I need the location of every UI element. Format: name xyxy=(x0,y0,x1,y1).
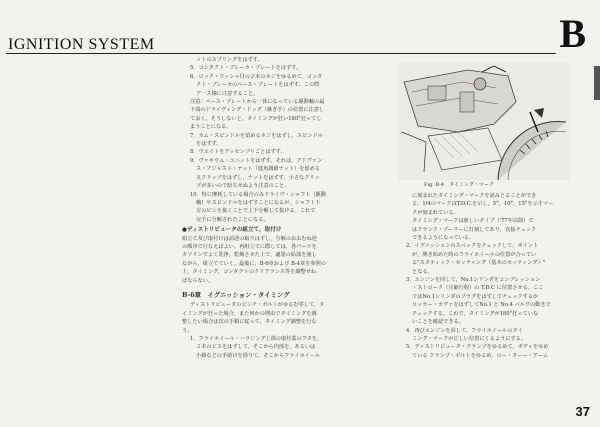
text-line: ディストリビュータのピンチ・ボルトがゆるむ等して，タ xyxy=(190,302,325,309)
text-line: まうことになる。 xyxy=(190,124,232,131)
figure-caption: Fig. B-4 タイミング・マーク xyxy=(424,182,494,188)
text-line: ている クランプ・ボルトをゆるめ，ロー・ターー・アーム xyxy=(412,352,549,359)
text-line: できるようになっている。 xyxy=(412,235,475,242)
text-line: ロッカー・カヴァをはずしてNo.1 と No.4 バルヴの動きで xyxy=(412,302,551,309)
text-line: ス・アジャスト・ナット（進角調節ナット）を留める xyxy=(196,166,320,173)
text-line: ておく。そうしないと，タイミングが狂い180°狂ってし xyxy=(190,115,322,122)
text-line: ではNo.1シリンダのプラグをはずしてチェックするか xyxy=(412,293,539,300)
timing-mark-figure xyxy=(398,62,570,180)
text-line: 5．ディストリビュータ・クランプをゆるめて，ボディをゆめ xyxy=(406,344,549,351)
text-line: クが刻まれている。 xyxy=(412,209,459,216)
header-divider xyxy=(6,53,556,54)
text-line: 2．イグニッションのスペックをチェックして，ポイント xyxy=(406,243,539,250)
text-line: 上，タイミング，コンタクトのクリアランス等を調整せね xyxy=(182,269,317,276)
text-line: クト・ブレーカのベース・プレートをはずす。この際 xyxy=(196,82,320,89)
text-line: となる。 xyxy=(412,268,433,275)
text-line: 方のピンを抜くことで上下分解して抜ける。これで xyxy=(196,208,316,215)
text-line: 5．コンタクト・ブレーカ・プレートをはずす。 xyxy=(190,65,302,72)
text-line: 小鏡などの手助けを借りて，そこからフライホイール xyxy=(196,352,321,359)
text-line: 3．エンジンを回して，No.1シリンダをコンプレッション xyxy=(406,277,541,284)
text-line: 10．特に摩耗している場合のみドライヴ・シャフト（駆動 xyxy=(190,191,327,198)
text-line: をはずす。 xyxy=(196,141,222,148)
text-line: る。1/4のマークはT.D.C.を示し，5°，10°，15°を示すマー xyxy=(412,201,554,208)
text-line: の順序で行なえばよい。再組立てに際しては，各パーツを xyxy=(182,243,317,250)
sub-heading: ●ディストリビュータの組立て，取付け xyxy=(182,227,282,234)
text-line: ・ストローク（圧縮行程）の T.D.C に位置させる。ここ xyxy=(412,285,544,292)
text-line: いことを確認できる。 xyxy=(412,319,464,326)
text-line: 8．ウエイトをアッセンブリごとはずす。 xyxy=(190,149,286,156)
text-line: ２本のビスをはずして，そこから内部を，あるいは xyxy=(196,344,316,351)
left-text-column xyxy=(182,56,390,360)
text-line: ミング・マークが正しい位置にくるようにする。 xyxy=(412,335,527,342)
text-line: はクランク・プーリーに打刻してあり，直接チェック xyxy=(412,226,537,233)
page-number: 37 xyxy=(575,404,590,419)
text-line: ットのスプリングをはずす。 xyxy=(196,57,263,63)
text-line: タイミング・マークは新しいタイプ（'77年以降）で xyxy=(412,218,534,225)
page-edge-tab xyxy=(594,66,600,100)
text-line: 4．再びエンジンを回して，フライホイールのタイ xyxy=(406,327,523,334)
section-title: IGNITION SYSTEM xyxy=(8,36,155,53)
text-line: チェックする。これで，タイミングが180°狂っていな xyxy=(412,310,539,317)
text-line: る"スタティック・セッティング（基本のセッティング）" xyxy=(412,260,546,267)
section-letter: B xyxy=(559,11,586,56)
text-line: 下端のドライヴィング・ドッグ（継ぎ手）の位置に注意し xyxy=(190,107,325,114)
text-line: イミングが狂った場合，また何かの理由でタイミングを調 xyxy=(182,310,317,317)
text-line: プが多いので紛失せぬよう注意のこと。 xyxy=(196,183,290,190)
text-line: 整したい場合は次の手順に従って，タイミング調整を行な xyxy=(182,319,317,326)
text-line: に刻まれたタイミング・マークを読みとることができ xyxy=(412,193,537,199)
text-line: 完全に分解されたことになる。 xyxy=(196,216,269,223)
text-line: 注意：ベース・プレートから一体になっている駆動軸の最 xyxy=(190,99,325,106)
text-line: 6．ロック・ワッシャ付の２本のネジをゆるめて，コンタ xyxy=(190,73,323,80)
text-line: ばならない。 xyxy=(182,277,214,284)
section-heading: B-6章 イグニッション・タイミング xyxy=(182,290,290,299)
text-line: 7．カム・スピンドルを留めるネジをはずし，スピンドル xyxy=(190,132,323,139)
right-text-column xyxy=(398,192,594,360)
text-line: 軸）やスピンドルをはずすことになるが，シャフト下 xyxy=(196,199,321,206)
text-line: 1．フライホイール・ハウジング上部の取付蓋のフタを， xyxy=(190,336,323,342)
text-line: 9．ヴァキウム・ユニットをはずす。それは，アドヴァン xyxy=(190,157,323,164)
text-line: ながら，組立てていく。最後に，B-6章および B-4章を参照の xyxy=(182,260,326,267)
text-line: 丸クリップをはずし，ナットをはずす。小さなクリッ xyxy=(196,174,320,181)
text-line: う。 xyxy=(182,327,193,334)
text-line: ア一ス線に注意すること。 xyxy=(196,90,259,97)
text-line: ガソリンでよく洗浄，乾燥させた上で，適量の給油を施し xyxy=(182,252,317,259)
text-line: が，開き始めた時のフライホイールの位置が合ってい xyxy=(412,251,537,258)
text-line: 組立て及び取付けは前述の取りはずし，分解のおおむね逆 xyxy=(182,235,317,242)
